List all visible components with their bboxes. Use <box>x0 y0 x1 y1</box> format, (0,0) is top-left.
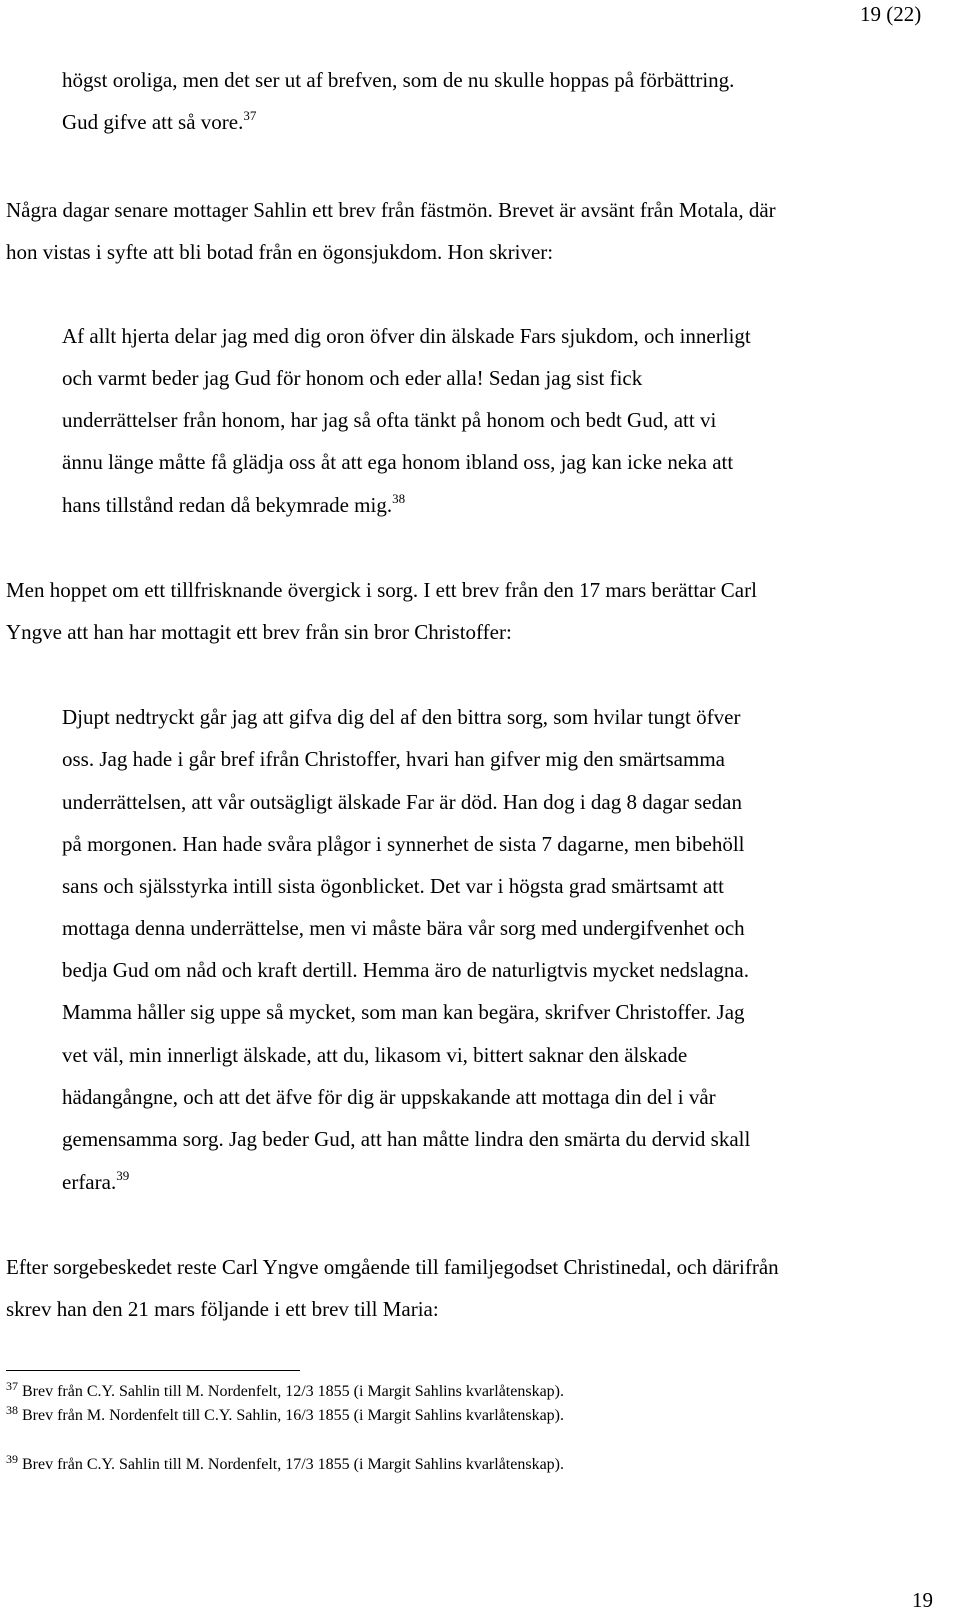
footnote-39 <box>6 1452 564 1475</box>
text-line: underrättelsen, att vår outsägligt älskade Far är död. Han dog i dag 8 dagar sedan <box>62 790 742 814</box>
footnote-38 <box>6 1403 564 1426</box>
text-line <box>62 491 405 519</box>
text-line: mottaga denna underrättelse, men vi måste bära vår sorg med undergifvenhet och <box>62 916 745 940</box>
text-line: högst oroliga, men det ser ut af brefven, som de nu skulle hoppas på förbättring. <box>62 68 735 92</box>
text-line: på morgonen. Han hade svåra plågor i synnerhet de sista 7 dagarne, men bibehöll <box>62 832 745 856</box>
text-line: hon vistas i syfte att bli botad från en ögonsjukdom. Hon skriver: <box>6 240 554 264</box>
footnote-37 <box>6 1379 564 1402</box>
text-line: Men hoppet om ett tillfrisknande övergick i sorg. I ett brev från den 17 mars berättar Carl <box>6 578 757 602</box>
text-line: Efter sorgebeskedet reste Carl Yngve omgående till familjegodset Christinedal, och därifrån <box>6 1255 779 1279</box>
text-line: Af allt hjerta delar jag med dig oron öfver din älskade Fars sjukdom, och innerligt <box>62 324 751 348</box>
text-line: vet väl, min innerligt älskade, att du, likasom vi, bittert saknar den älskade <box>62 1043 688 1067</box>
footnote-number: 38 <box>6 1403 18 1417</box>
page-header-number: 19 (22) <box>860 2 922 26</box>
footnote-text: Brev från C.Y. Sahlin till M. Nordenfelt, 17/3 1855 (i Margit Sahlins kvarlåtenskap). <box>22 1456 564 1473</box>
footnote-ref: 39 <box>116 1168 130 1183</box>
text-line: bedja Gud om nåd och kraft dertill. Hemma äro de naturligtvis mycket nedslagna. <box>62 958 749 982</box>
footnote-ref: 38 <box>392 491 406 506</box>
text-line: skrev han den 21 mars följande i ett brev till Maria: <box>6 1297 439 1321</box>
text-line: Några dagar senare mottager Sahlin ett brev från fästmön. Brevet är avsänt från Motala, där <box>6 198 776 222</box>
text-line <box>62 1168 129 1196</box>
text-line: sans och själsstyrka intill sista ögonblicket. Det var i högsta grad smärtsamt att <box>62 874 724 898</box>
text-line: gemensamma sorg. Jag beder Gud, att han måtte lindra den smärta du dervid skall <box>62 1127 751 1151</box>
text-line-content: erfara. <box>62 1170 117 1194</box>
text-line: Mamma håller sig uppe så mycket, som man kan begära, skrifver Christoffer. Jag <box>62 1000 745 1024</box>
text-line: och varmt beder jag Gud för honom och eder alla! Sedan jag sist fick <box>62 366 643 390</box>
page-footer-number: 19 <box>912 1588 933 1612</box>
text-line: Yngve att han har mottagit ett brev från sin bror Christoffer: <box>6 620 512 644</box>
text-line: oss. Jag hade i går bref ifrån Christoffer, hvari han gifver mig den smärtsamma <box>62 747 725 771</box>
footnote-number: 37 <box>6 1379 18 1393</box>
footnote-ref: 37 <box>243 108 257 123</box>
footnote-number: 39 <box>6 1452 18 1466</box>
text-line: Djupt nedtryckt går jag att gifva dig del af den bittra sorg, som hvilar tungt öfver <box>62 705 741 729</box>
text-line-content: hans tillstånd redan då bekymrade mig. <box>62 493 393 517</box>
text-line <box>62 108 256 136</box>
footnote-separator <box>6 1370 300 1371</box>
footnote-text: Brev från C.Y. Sahlin till M. Nordenfelt, 12/3 1855 (i Margit Sahlins kvarlåtenskap). <box>22 1383 564 1400</box>
text-line-content: Gud gifve att så vore. <box>62 110 244 134</box>
footnote-text: Brev från M. Nordenfelt till C.Y. Sahlin, 16/3 1855 (i Margit Sahlins kvarlåtenskap). <box>22 1407 564 1424</box>
text-line: hädangångne, och att det äfve för dig är uppskakande att mottaga din del i vår <box>62 1085 716 1109</box>
text-line: ännu länge måtte få glädja oss åt att ega honom ibland oss, jag kan icke neka att <box>62 450 734 474</box>
text-line: underrättelser från honom, har jag så ofta tänkt på honom och bedt Gud, att vi <box>62 408 717 432</box>
